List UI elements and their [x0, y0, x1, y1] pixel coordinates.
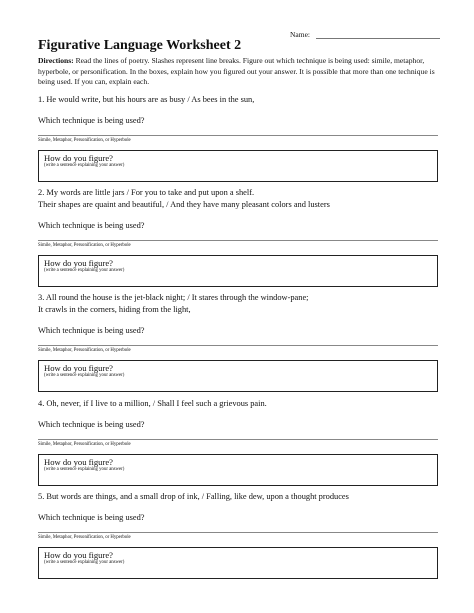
explanation-box[interactable]: [38, 547, 438, 579]
answer-line-caption: Simile, Metaphor, Personification, or Hyperbole: [38, 243, 131, 248]
box-title: How do you figure?: [44, 550, 113, 560]
question-prompt: 3. All round the house is the jet-black night; / It stares through the window-pane; It crawls in the corners, hiding from the light,: [38, 293, 309, 314]
explanation-box[interactable]: [38, 150, 438, 182]
box-title: How do you figure?: [44, 363, 113, 373]
which-technique-label: Which technique is being used?: [38, 420, 145, 429]
directions: [38, 56, 438, 88]
answer-line-caption: Simile, Metaphor, Personification, or Hyperbole: [38, 138, 131, 143]
box-subtitle: (write a sentence explaining your answer): [44, 268, 125, 273]
explanation-box[interactable]: [38, 255, 438, 287]
technique-answer-line[interactable]: [38, 240, 438, 241]
question-2: [38, 187, 438, 287]
answer-line-caption: Simile, Metaphor, Personification, or Hyperbole: [38, 348, 131, 353]
name-field: [290, 29, 440, 39]
worksheet-title: Figurative Language Worksheet 2: [38, 38, 242, 53]
question-prompt: 1. He would write, but his hours are as busy / As bees in the sun,: [38, 95, 255, 104]
directions-text: Read the lines of poetry. Slashes represent line breaks. Figure out which technique is being used: simile, metaphor, hyperbole, or personification. In the boxes, explain how you figured out your answer. It is possible that more than one technique is being used. If you can, explain each.: [38, 56, 435, 86]
box-subtitle: (write a sentence explaining your answer): [44, 467, 125, 472]
which-technique-label: Which technique is being used?: [38, 513, 145, 522]
box-subtitle: (write a sentence explaining your answer): [44, 560, 125, 565]
which-technique-label: Which technique is being used?: [38, 221, 145, 230]
box-title: How do you figure?: [44, 153, 113, 163]
question-prompt: 4. Oh, never, if I live to a million, / Shall I feel such a grievous pain.: [38, 399, 267, 408]
question-5: [38, 491, 438, 579]
box-subtitle: (write a sentence explaining your answer): [44, 373, 125, 378]
explanation-box[interactable]: [38, 454, 438, 486]
box-title: How do you figure?: [44, 457, 113, 467]
question-4: [38, 398, 438, 486]
question-3: [38, 292, 438, 392]
technique-answer-line[interactable]: [38, 135, 438, 136]
answer-line-caption: Simile, Metaphor, Personification, or Hyperbole: [38, 442, 131, 447]
question-prompt: 2. My words are little jars / For you to take and put upon a shelf. Their shapes are quaint and beautiful, / And they have many pleasant colors and lusters: [38, 188, 330, 209]
box-subtitle: (write a sentence explaining your answer): [44, 163, 125, 168]
directions-label: Directions:: [38, 56, 74, 65]
technique-answer-line[interactable]: [38, 439, 438, 440]
name-blank-line[interactable]: [316, 29, 440, 39]
which-technique-label: Which technique is being used?: [38, 326, 145, 335]
explanation-box[interactable]: [38, 360, 438, 392]
question-prompt: 5. But words are things, and a small drop of ink, / Falling, like dew, upon a thought produces: [38, 492, 349, 501]
answer-line-caption: Simile, Metaphor, Personification, or Hyperbole: [38, 535, 131, 540]
technique-answer-line[interactable]: [38, 345, 438, 346]
which-technique-label: Which technique is being used?: [38, 116, 145, 125]
box-title: How do you figure?: [44, 258, 113, 268]
name-label: Name:: [290, 30, 310, 39]
technique-answer-line[interactable]: [38, 532, 438, 533]
question-1: [38, 94, 438, 182]
